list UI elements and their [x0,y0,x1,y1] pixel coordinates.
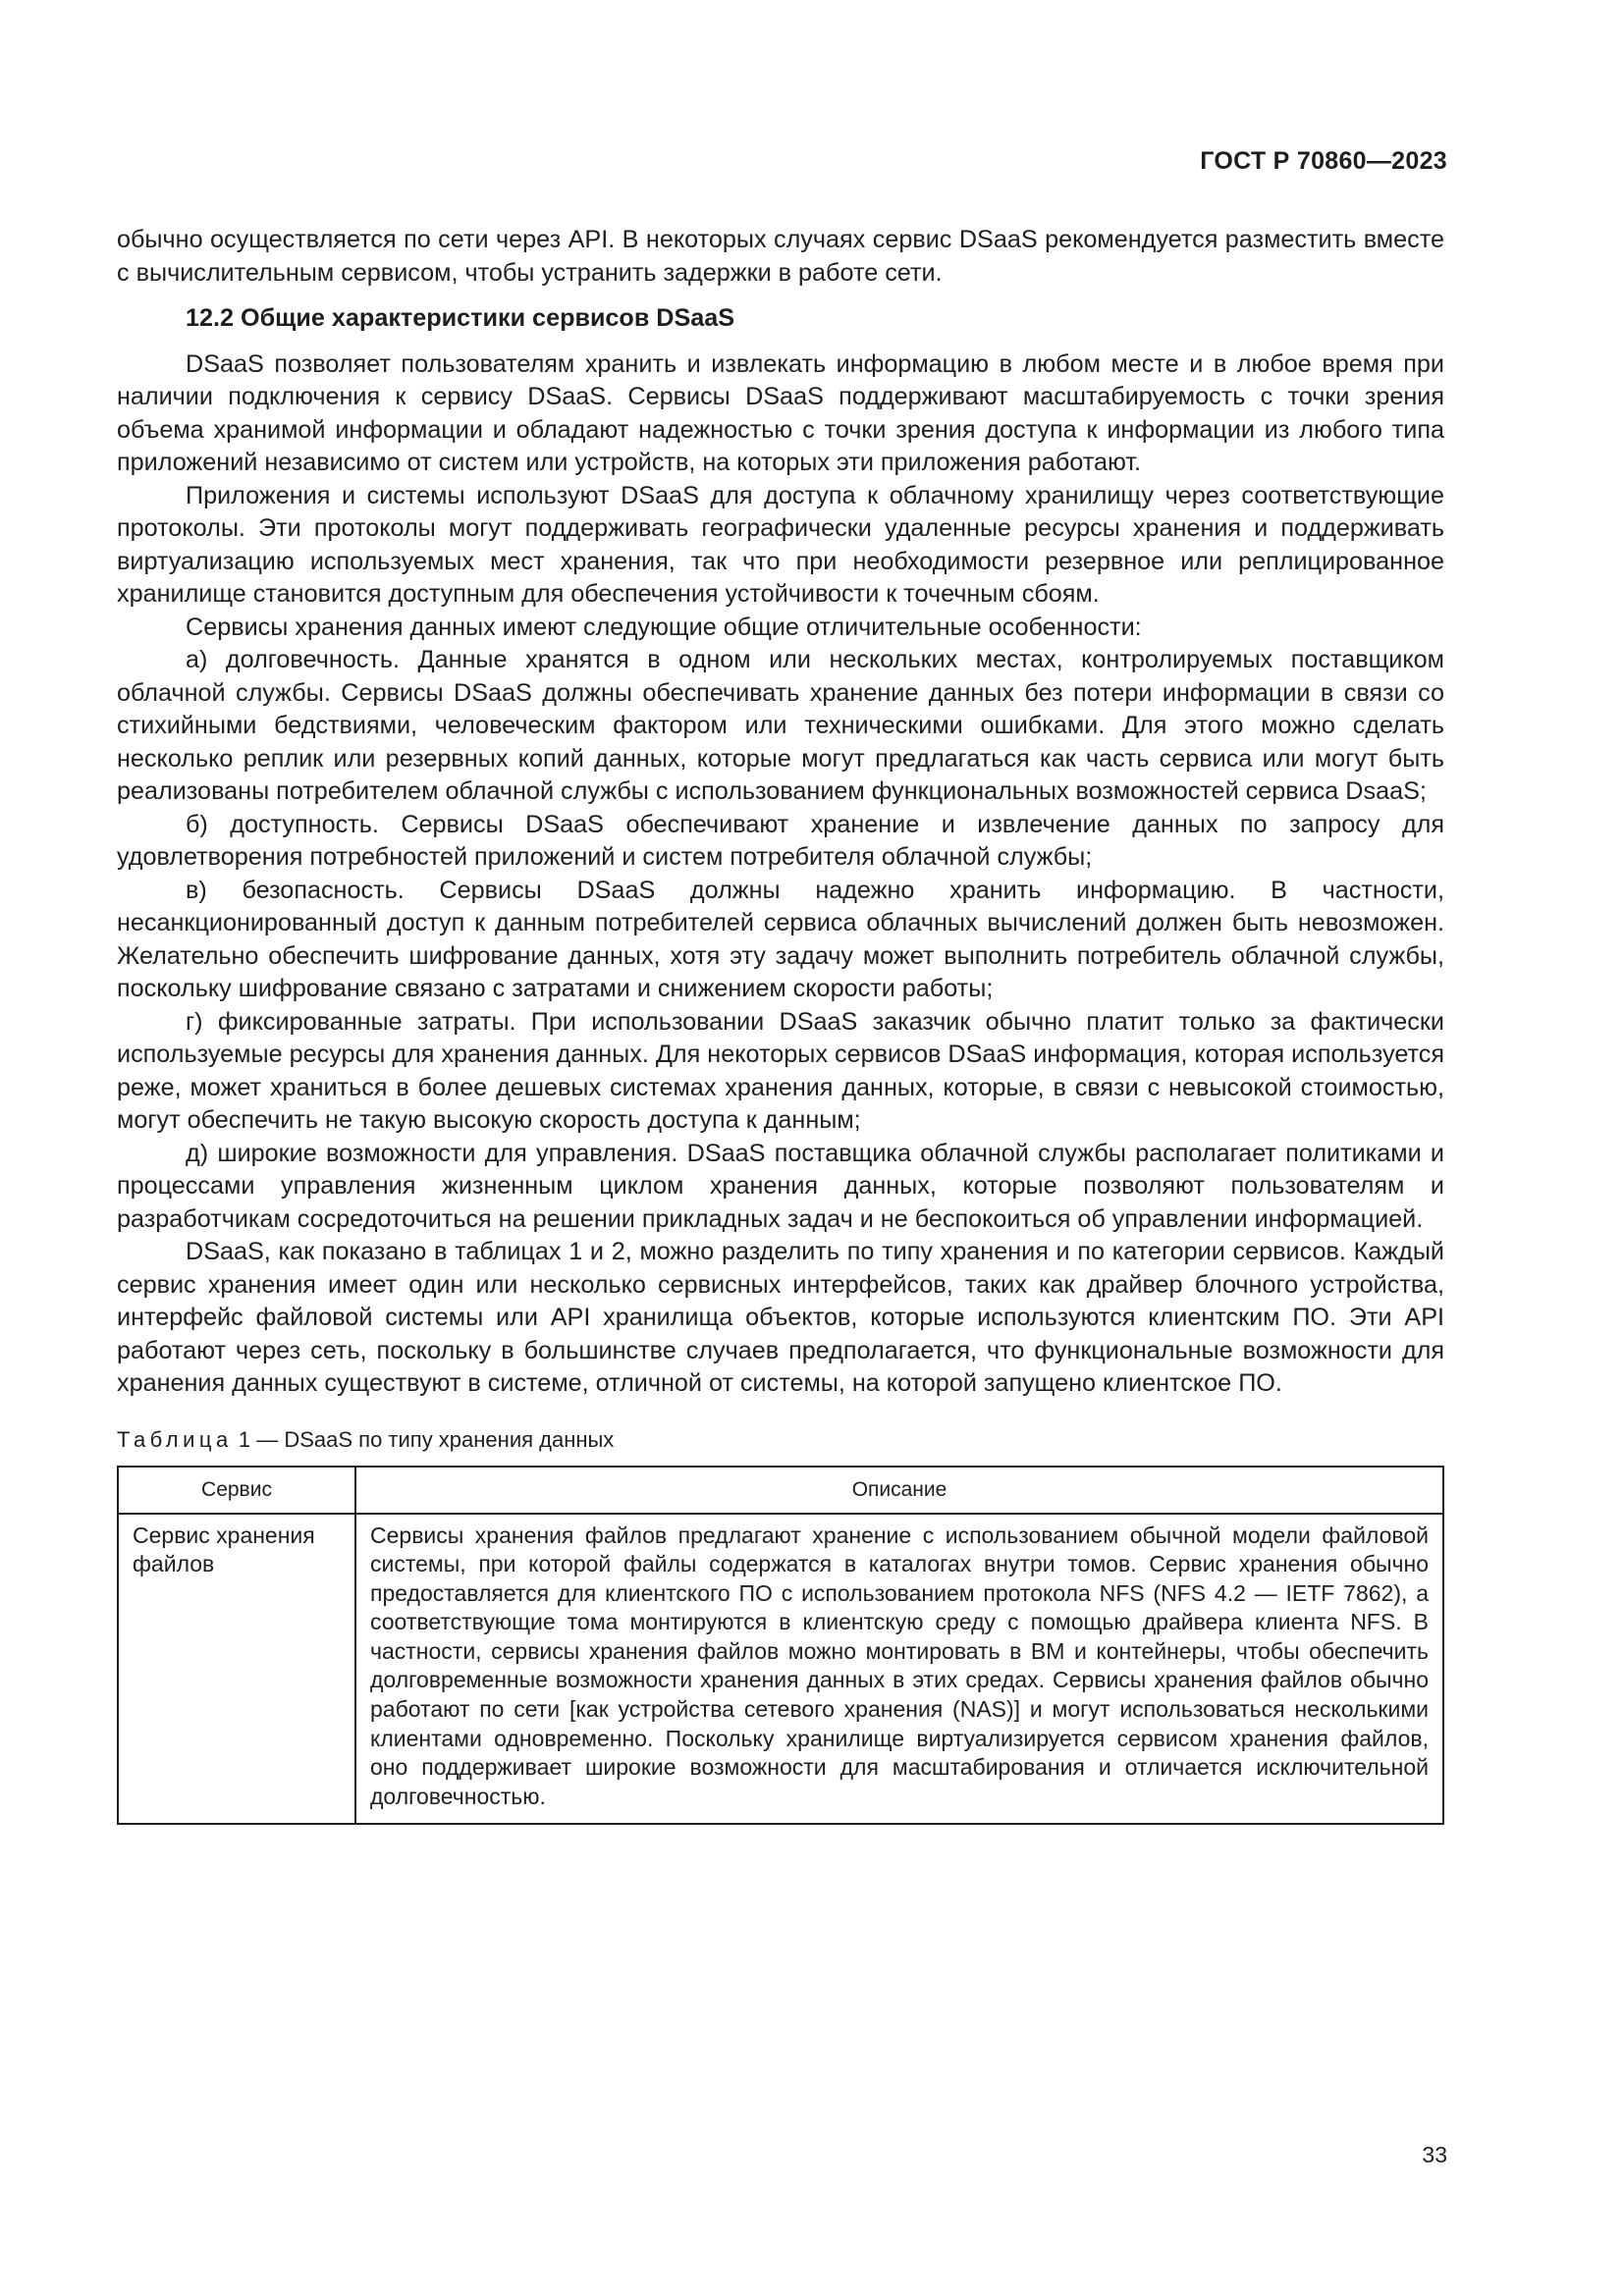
section-heading: 12.2 Общие характеристики сервисов DSaaS [186,304,735,332]
storage-type-table [117,1466,1444,1826]
paragraph-features-intro: Сервисы хранения данных имеют следующие общие отличительные особенности: [186,613,1142,641]
table-cell-description: Сервисы хранения файлов предлагают хранение с использованием обычной модели файловой системы, при которой файлы содержатся в каталогах внутри томов. Сервис хранения обычно предоставляется для клиентского ПО с использованием протокола NFS (NFS 4.2 — IETF 7862), а соответствующие тома монтируются в клиентскую среду с помощью драйвера клиента NFS. В частности, сервисы хранения файлов можно монтировать в ВМ и контейнеры, чтобы обеспечить долговременные возможности хранения данных в этих средах. Сервисы хранения файлов обычно работают по сети [как устройства сетевого хранения (NAS)] и могут использоваться несколькими клиентами одновременно. Поскольку хранилище виртуализируется сервисом хранения файлов, оно поддерживает широкие возможности для масштабирования и отличается исключительной долговечностью. [355,1514,1443,1825]
table-header-description: Описание [355,1467,1443,1514]
list-item-availability: б) доступность. Сервисы DSaaS обеспечивают хранение и извлечение данных по запросу для удовлетворения потребностей приложений и систем потребителя облачной службы; [117,810,1444,871]
table-header-service: Сервис [118,1467,355,1514]
list-item-security: в) безопасность. Сервисы DSaaS должны надежно хранить информацию. В частности, несанкционированный доступ к данным потребителей сервиса облачных вычислений должен быть невозможен. Желательно обеспечить шифрование данных, хотя эту задачу может выполнить потребитель облачной службы, поскольку шифрование связано с затратами и снижением скорости работы; [117,876,1444,1002]
page-body [117,224,1444,1825]
paragraph-classification: DSaaS, как показано в таблицах 1 и 2, можно разделить по типу хранения и по категории сервисов. Каждый сервис хранения имеет один или несколько сервисных интерфейсов, таких как драйвер блочного устройства, интерфейс файловой системы или API хранилища объектов, которые используются клиентским ПО. Эти API работают через сеть, поскольку в большинстве случаев предполагается, что функциональные возможности для хранения данных существуют в системе, отличной от системы, на которой запущено клиентское ПО. [117,1238,1444,1397]
paragraph-dsaas-overview: DSaaS позволяет пользователям хранить и извлекать информацию в любом месте и в любое время при наличии подключения к сервису DSaaS. Сервисы DSaaS поддерживают масштабируемость с точки зрения объема хранимой информации и обладают надежностью с точки зрения доступа к информации из любого типа приложений независимо от систем или устройств, на которых эти приложения работают. [117,349,1444,476]
table-caption [117,1426,1444,1454]
table-caption-label: Таблица [117,1426,233,1452]
paragraph-protocols: Приложения и системы используют DSaaS для доступа к облачному хранилищу через соответствующие протоколы. Эти протоколы могут поддерживать географически удаленные ресурсы хранения и поддерживать виртуализацию используемых мест хранения, так что при необходимости резервное или реплицированное хранилище становится доступным для обеспечения устойчивости к точечным сбоям. [117,481,1444,608]
table-header-row [118,1467,1443,1514]
table-caption-title: 1 — DSaaS по типу хранения данных [232,1426,615,1452]
table-row [118,1514,1443,1825]
list-item-management: д) широкие возможности для управления. DSaaS поставщика облачной службы располагает политиками и процессами управления жизненным циклом хранения данных, которые позволяют пользователям и разработчикам сосредоточиться на решении прикладных задач и не беспокоиться об управлении информацией. [117,1139,1444,1233]
document-code: ГОСТ Р 70860—2023 [1200,147,1447,175]
list-item-fixed-costs: г) фиксированные затраты. При использовании DSaaS заказчик обычно платит только за фактически используемые ресурсы для хранения данных. Для некоторых сервисов DSaaS информация, которая используется реже, может храниться в более дешевых системах хранения данных, которые, в связи с невысокой стоимостью, могут обеспечить не такую высокую скорость доступа к данным; [117,1007,1444,1134]
list-item-durability: а) долговечность. Данные хранятся в одном или нескольких местах, контролируемых поставщиком облачной службы. Сервисы DSaaS должны обеспечивать хранение данных без потери информации в связи со стихийными бедствиями, человеческим фактором или техническими ошибками. Для этого можно сделать несколько реплик или резервных копий данных, которые могут предлагаться как часть сервиса или могут быть реализованы потребителем облачной службы с использованием функциональных возможностей сервиса DsaaS; [117,646,1444,805]
intro-paragraph: обычно осуществляется по сети через API. В некоторых случаях сервис DSaaS рекомендуется разместить вместе с вычислительным сервисом, чтобы устранить задержки в работе сети. [117,226,1444,287]
table-cell-service: Сервис хранения файлов [118,1514,355,1825]
page-number: 33 [1422,2142,1447,2167]
